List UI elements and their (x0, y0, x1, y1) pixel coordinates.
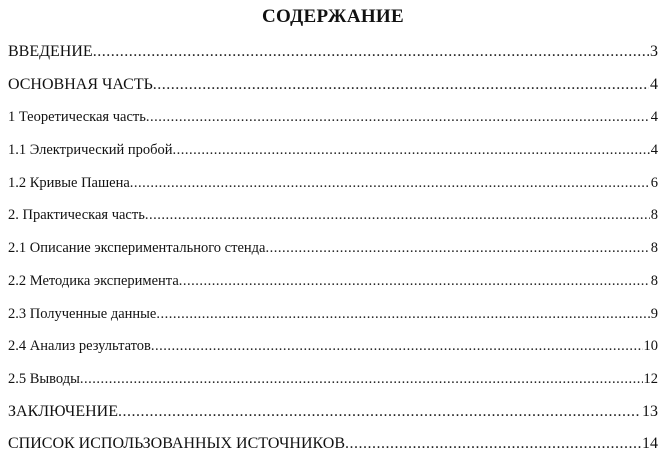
toc-dot-leader (130, 172, 650, 194)
toc-page-number: 6 (650, 174, 658, 191)
toc-entry[interactable] (8, 172, 658, 205)
toc-entry[interactable] (8, 41, 658, 74)
toc-page-number: 8 (650, 207, 658, 224)
toc-page-number: 13 (642, 402, 658, 420)
toc-entry[interactable] (8, 270, 658, 303)
toc-entry-label: ВВЕДЕНИЕ (8, 43, 93, 60)
toc-entry-label: ЗАКЛЮЧЕНИЕ (8, 402, 118, 420)
toc-page-number: 10 (643, 338, 658, 355)
toc-entry[interactable] (8, 433, 658, 466)
toc-entry-label: 2.2 Методика эксперимента (8, 272, 179, 289)
toc-dot-leader (93, 41, 649, 63)
toc-page-number: 14 (642, 435, 658, 453)
toc-entry[interactable] (8, 368, 658, 401)
toc-entry-label: ОСНОВНАЯ ЧАСТЬ (8, 75, 153, 93)
toc-entry[interactable] (8, 106, 658, 139)
toc-page-number: 8 (650, 240, 658, 257)
toc-entry[interactable] (8, 139, 658, 172)
toc-entry[interactable] (8, 74, 658, 107)
toc-entry[interactable] (8, 204, 658, 237)
toc-entry[interactable] (8, 303, 658, 336)
toc-entry-label: 2.4 Анализ результатов (8, 338, 151, 355)
toc-entry-label: 1 Теоретическая часть (8, 109, 146, 126)
toc-entry-label: 1.1 Электрический пробой (8, 142, 173, 159)
toc-dot-leader (173, 139, 650, 161)
toc-page-number: 3 (650, 43, 658, 60)
toc-dot-leader (265, 237, 649, 259)
toc-entry-label: 2.1 Описание экспериментального стенда (8, 240, 266, 257)
toc-dot-leader (80, 368, 643, 390)
toc-title: СОДЕРЖАНИЕ (262, 6, 404, 27)
toc-page-number: 9 (650, 305, 658, 322)
toc-page-number: 4 (650, 75, 658, 93)
toc-entry-label: 2. Практическая часть (8, 207, 145, 224)
toc-dot-leader (145, 204, 650, 226)
toc-entry[interactable] (8, 401, 658, 434)
toc-dot-leader (345, 433, 641, 455)
toc-entry-label: СПИСОК ИСПОЛЬЗОВАННЫХ ИСТОЧНИКОВ (8, 435, 346, 453)
toc-page-number: 12 (643, 370, 658, 387)
toc-entry[interactable] (8, 335, 658, 368)
toc-dot-leader (179, 270, 650, 292)
toc-list (8, 41, 658, 466)
toc-page-number: 4 (650, 109, 658, 126)
toc-dot-leader (118, 401, 641, 423)
toc-page-number: 4 (650, 142, 658, 159)
toc-dot-leader (151, 335, 643, 357)
toc-dot-leader (153, 74, 649, 96)
toc-entry-label: 2.5 Выводы (8, 370, 80, 387)
toc-entry[interactable] (8, 237, 658, 270)
toc-entry-label: 2.3 Полученные данные (8, 305, 157, 322)
toc-dot-leader (156, 303, 649, 325)
toc-entry-label: 1.2 Кривые Пашена (8, 174, 130, 191)
toc-page-number: 8 (650, 272, 658, 289)
toc-dot-leader (146, 106, 650, 128)
